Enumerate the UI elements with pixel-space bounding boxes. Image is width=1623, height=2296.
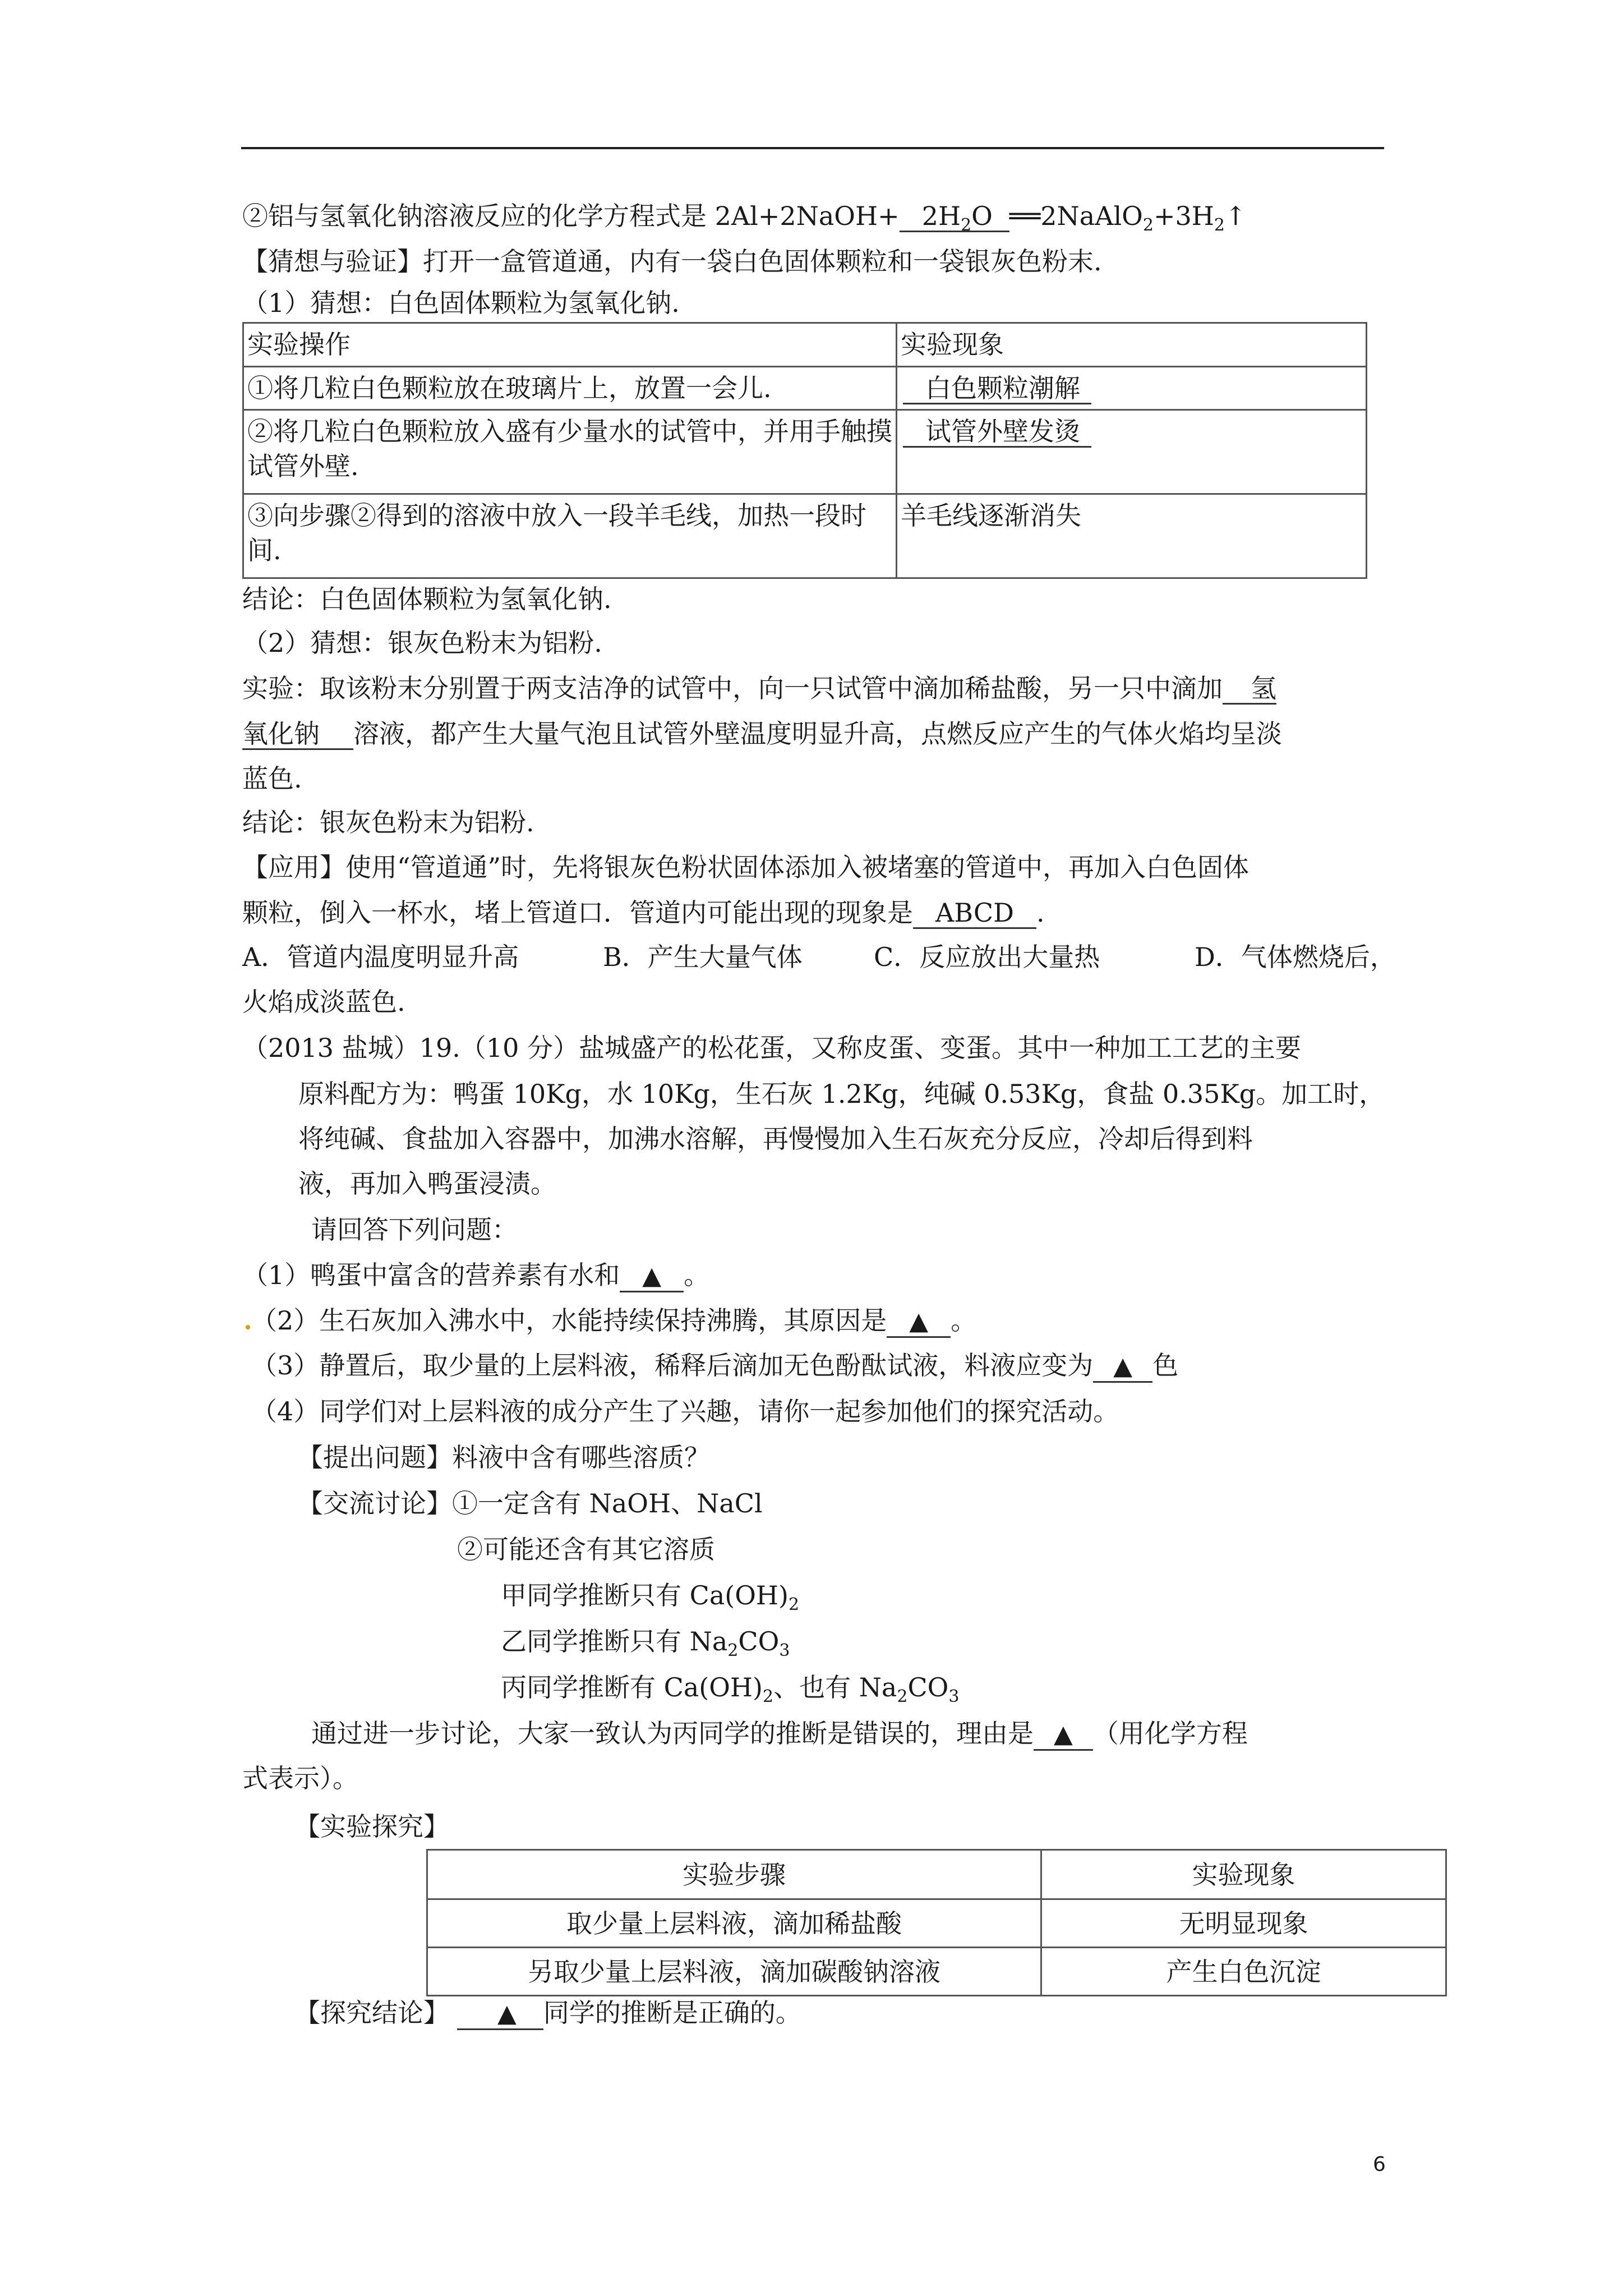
table1-header-op: 实验操作 — [243, 323, 897, 367]
q19-sub-1: （1）鸭蛋中富含的营养素有水和 ▲ 。 — [242, 1258, 709, 1292]
table2-row-step: 另取少量上层料液，滴加碳酸钠溶液 — [427, 1948, 1041, 1996]
table1-row-op: ②将几粒白色颗粒放入盛有少量水的试管中，并用手触摸试管外壁. — [243, 410, 897, 494]
guess-intro: 【猜想与验证】打开一盒管道通，内有一袋白色固体颗粒和一袋银灰色粉末. — [242, 246, 1102, 277]
student-yi: 乙同学推断只有 $Na_2CO_3$ — [501, 1626, 790, 1660]
option-a: A．管道内温度明显升高 — [242, 942, 519, 972]
q19-line-3: 将纯碱、食盐加入容器中，加沸水溶解，再慢慢加入生石灰充分反应，冷却后得到料 — [298, 1124, 1253, 1154]
further-discussion: 通过进一步讨论，大家一致认为丙同学的推断是错误的，理由是 ▲ （用化学方程 — [311, 1717, 1248, 1751]
experiment-line-1: 实验：取该粉末分别置于两支洁净的试管中，向一只试管中滴加稀盐酸，另一只中滴加 氢 — [242, 673, 1276, 703]
discussion-1: 【交流讨论】①一定含有 NaOH、NaCl — [297, 1488, 763, 1519]
discussion-2: ②可能还含有其它溶质 — [457, 1534, 715, 1565]
q19-line-5: 请回答下列问题： — [311, 1214, 518, 1245]
conclusion-one: 结论：白色固体颗粒为氢氧化钠. — [242, 584, 612, 614]
student-bing: 丙同学推断有 $Ca(OH)_2$、也有 $Na_2CO_3$ — [501, 1672, 960, 1706]
table1-row-obs: 试管外壁发烫 — [897, 410, 1367, 494]
option-b: B．产生大量气体 — [603, 942, 803, 972]
explore-conclusion: 【探究结论】 ▲ 同学的推断是正确的。 — [294, 1996, 801, 2030]
experiment-line-3: 蓝色. — [242, 763, 302, 794]
option-d: D．气体燃烧后， — [1195, 942, 1396, 972]
q19-sub-4: （4）同学们对上层料液的成分产生了兴趣，请你一起参加他们的探究活动。 — [251, 1396, 1119, 1427]
blank-triangle-icon: ▲ — [642, 1262, 662, 1290]
table1-header-obs: 实验现象 — [897, 323, 1367, 367]
blank-triangle-icon: ▲ — [1054, 1720, 1073, 1749]
experiment-line-2: 氧化钠 溶液，都产生大量气泡且试管外壁温度明显升高，点燃反应产生的气体火焰均呈淡 — [242, 719, 1282, 749]
ask-question: 【提出问题】料液中含有哪些溶质？ — [297, 1442, 710, 1473]
experiment-table-1 — [242, 322, 1367, 579]
table1-row-obs: 羊毛线逐渐消失 — [897, 494, 1367, 578]
page-number: 6 — [1373, 2153, 1386, 2176]
conclusion-two: 结论：银灰色粉末为铝粉. — [242, 807, 534, 838]
table2-header-step: 实验步骤 — [427, 1850, 1041, 1899]
experiment-table-2 — [426, 1849, 1447, 1996]
application-line-1: 【应用】使用“管道通”时，先将银灰色粉状固体添加入被堵塞的管道中，再加入白色固体 — [242, 852, 1249, 882]
q19-line-2: 原料配方为：鸭蛋 10Kg，水 10Kg，生石灰 1.2Kg，纯碱 0.53Kg，食盐 0.35Kg。加工时， — [298, 1079, 1385, 1109]
table2-row-obs: 无明显现象 — [1041, 1899, 1446, 1948]
table2-header-obs: 实验现象 — [1041, 1850, 1446, 1899]
q19-sub-3: （3）静置后，取少量的上层料液，稀释后滴加无色酚酞试液，料液应变为 ▲ 色 — [251, 1349, 1178, 1383]
table1-row-op: ①将几粒白色颗粒放在玻璃片上，放置一会儿. — [243, 367, 897, 410]
student-jia: 甲同学推断只有 $Ca(OH)_2$ — [501, 1580, 800, 1614]
table1-row-op: ③向步骤②得到的溶液中放入一段羊毛线，加热一段时间. — [243, 494, 897, 578]
q19-line-1: （2013 盐城）19.（10 分）盐城盛产的松花蛋，又称皮蛋、变蛋。其中一种加工工艺的主要 — [242, 1033, 1301, 1063]
option-c: C．反应放出大量热 — [874, 942, 1100, 972]
q19-sub-2: （2）生石灰加入沸水中，水能持续保持沸腾，其原因是 ▲ 。 — [251, 1304, 976, 1338]
table2-row-step: 取少量上层料液，滴加稀盐酸 — [427, 1899, 1041, 1948]
guess-two: （2）猜想：银灰色粉末为铝粉. — [242, 628, 602, 658]
blank-triangle-icon: ▲ — [497, 1999, 517, 2028]
header-rule — [241, 147, 1384, 149]
water-blank: $2H_2O$ — [900, 201, 1009, 232]
application-line-2: 颗粒，倒入一杯水，堵上管道口．管道内可能出现的现象是 ABCD . — [242, 898, 1045, 928]
blank-triangle-icon: ▲ — [1113, 1352, 1133, 1381]
blank-triangle-icon: ▲ — [909, 1307, 929, 1336]
experiment-explore-heading: 【实验探究】 — [294, 1811, 449, 1842]
table1-row-obs: 白色颗粒潮解 — [897, 367, 1367, 410]
stray-mark — [246, 1325, 250, 1329]
guess-one: （1）猜想：白色固体颗粒为氢氧化钠. — [242, 288, 680, 318]
table2-row-obs: 产生白色沉淀 — [1041, 1948, 1446, 1996]
q19-line-4: 液，再加入鸭蛋浸渍。 — [298, 1168, 556, 1199]
equation-line: ②铝与氢氧化钠溶液反应的化学方程式是 2Al+2NaOH+ $2H_2O$ $══2NaAlO_2+3H_2↑$ — [242, 201, 1247, 235]
option-d-continued: 火焰成淡蓝色. — [242, 987, 405, 1017]
further-discussion-cont: 式表示）。 — [242, 1763, 358, 1793]
